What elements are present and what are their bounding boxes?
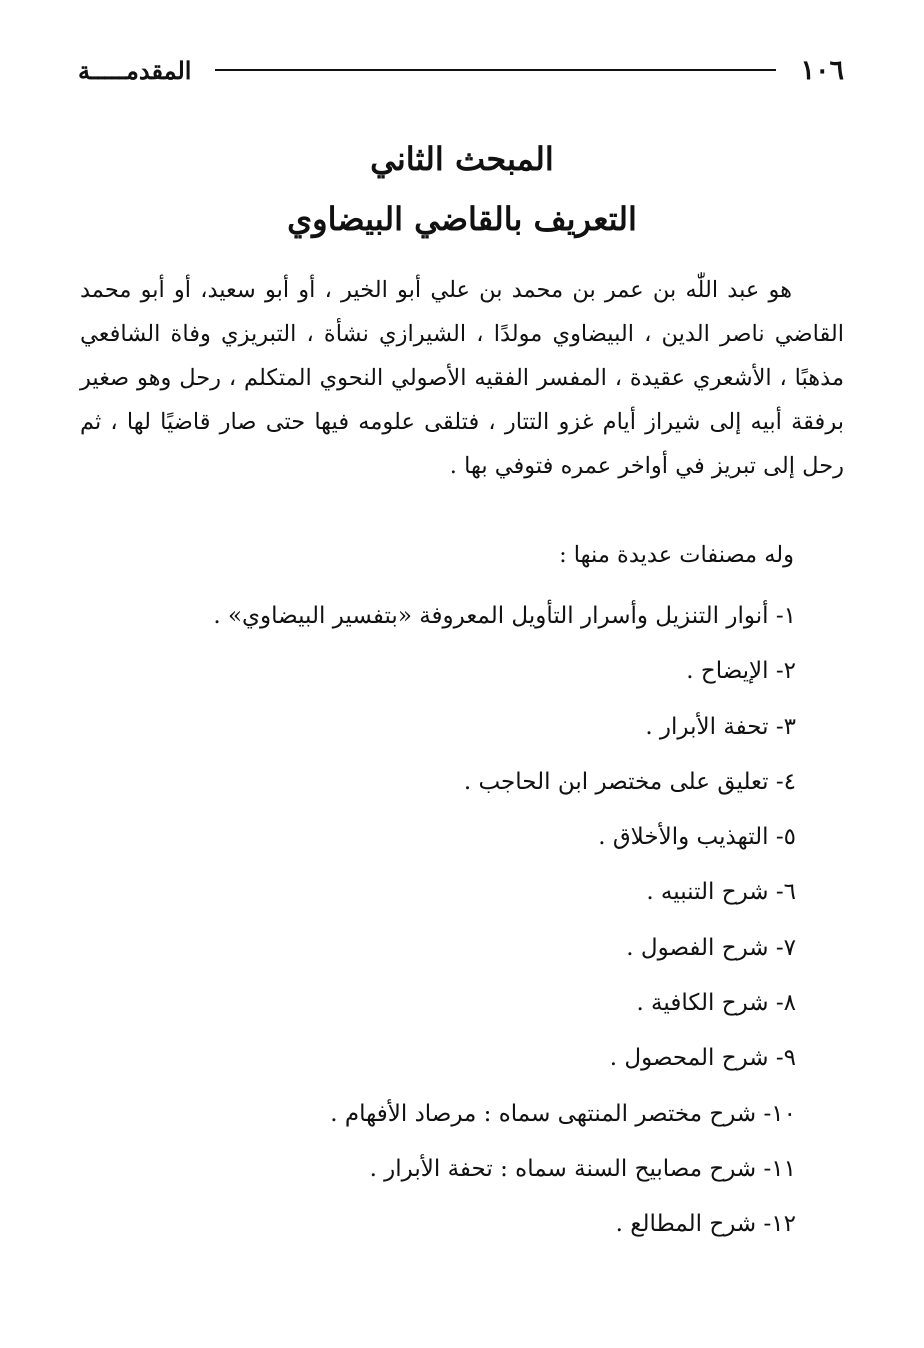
work-item: ٣- تحفة الأبرار . (645, 713, 796, 740)
running-title: المقدمـــــة (78, 55, 192, 85)
work-item: ١٢- شرح المطالع . (615, 1211, 796, 1238)
work-item: ١- أنوار التنزيل وأسرار التأويل المعروفة «بتفسير البيضاوي» . (213, 603, 796, 629)
works-list (80, 596, 796, 1260)
work-item: ٢- الإيضاح . (686, 658, 796, 685)
works-intro: وله مصنفات عديدة منها : (559, 542, 794, 568)
work-item: ٤- تعليق على مختصر ابن الحاجب . (463, 768, 796, 795)
header-rule (215, 69, 776, 71)
work-item: ٦- شرح التنبيه . (646, 879, 796, 906)
running-header (78, 52, 844, 88)
page-number: ١٠٦ (800, 54, 844, 86)
biography-paragraph: هو عبد اللّٰه بن عمر بن محمد بن علي أبو الخير ، أو أبو سعيد، أو أبو محمد القاضي ناصر الدين ، البيضاوي مولدًا ، الشيرازي نشأة ، التبريزي وفاة الشافعي مذهبًا ، الأشعري عقيدة ، المفسر الفقيه الأصولي النحوي المتكلم ، رحل وهو صغير برفقة أبيه إلى شيراز أيام غزو التتار ، فتلقى علومه فيها حتى صار قاضيًا لها ، ثم رحل إلى تبريز في أواخر عمره فتوفي بها . (80, 277, 844, 479)
work-item: ٨- شرح الكافية . (636, 990, 796, 1017)
work-item: ١٠- شرح مختصر المنتهى سماه : مرصاد الأفهام . (330, 1100, 796, 1127)
work-item: ٥- التهذيب والأخلاق . (598, 824, 796, 851)
work-item: ١١- شرح مصابيح السنة سماه : تحفة الأبرار . (369, 1155, 796, 1182)
chapter-title: المبحث الثاني (370, 140, 554, 178)
chapter-subtitle: التعريف بالقاضي البيضاوي (287, 200, 637, 238)
work-item: ٩- شرح المحصول . (609, 1045, 796, 1072)
work-item: ٧- شرح الفصول . (626, 934, 796, 961)
